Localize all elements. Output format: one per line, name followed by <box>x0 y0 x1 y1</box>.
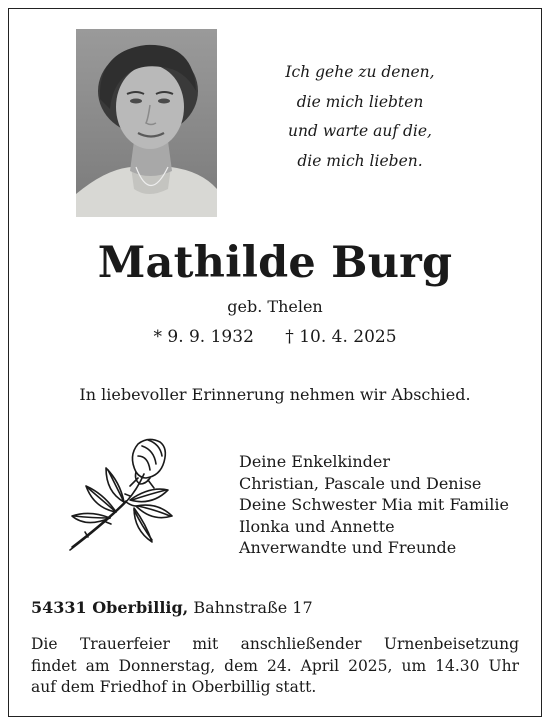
quote-line: Ich gehe zu denen, <box>285 63 435 81</box>
deceased-name: Mathilde Burg <box>97 238 453 288</box>
family-address <box>31 597 521 619</box>
address-town: 54331 Oberbillig, <box>31 598 189 617</box>
life-dates <box>0 325 550 349</box>
maiden-name: geb. Thelen <box>227 297 323 316</box>
list-item: Christian, Pascale und Denise <box>239 473 482 493</box>
memorial-quote <box>262 58 458 176</box>
list-item: Deine Schwester Mia mit Familie <box>239 495 509 514</box>
birth-date: * 9. 9. 1932 <box>153 327 254 347</box>
death-date: † 10. 4. 2025 <box>285 327 397 347</box>
service-line: findet am Donnerstag, dem 24. April 2025, um 14.30 Uhr <box>31 656 519 675</box>
service-line: Die Trauerfeier mit anschließender Urnenbeisetzung <box>31 635 519 653</box>
funeral-service-info <box>31 634 519 699</box>
quote-line: die mich lieben. <box>297 151 423 170</box>
list-item: Ilonka und Annette <box>239 516 395 536</box>
farewell-text: In liebevoller Erinnerung nehmen wir Abschied. <box>79 385 471 404</box>
list-item: Deine Enkelkinder <box>239 452 391 471</box>
mourners-list <box>239 451 539 559</box>
portrait-photo <box>76 29 217 217</box>
address-street: Bahnstraße 17 <box>193 598 313 617</box>
list-item: Anverwandte und Freunde <box>239 538 457 557</box>
service-line: auf dem Friedhof in Oberbillig statt. <box>31 678 317 696</box>
quote-line: die mich liebten <box>296 92 424 111</box>
quote-line: und warte auf die, <box>288 122 432 140</box>
rose-icon <box>64 434 194 554</box>
